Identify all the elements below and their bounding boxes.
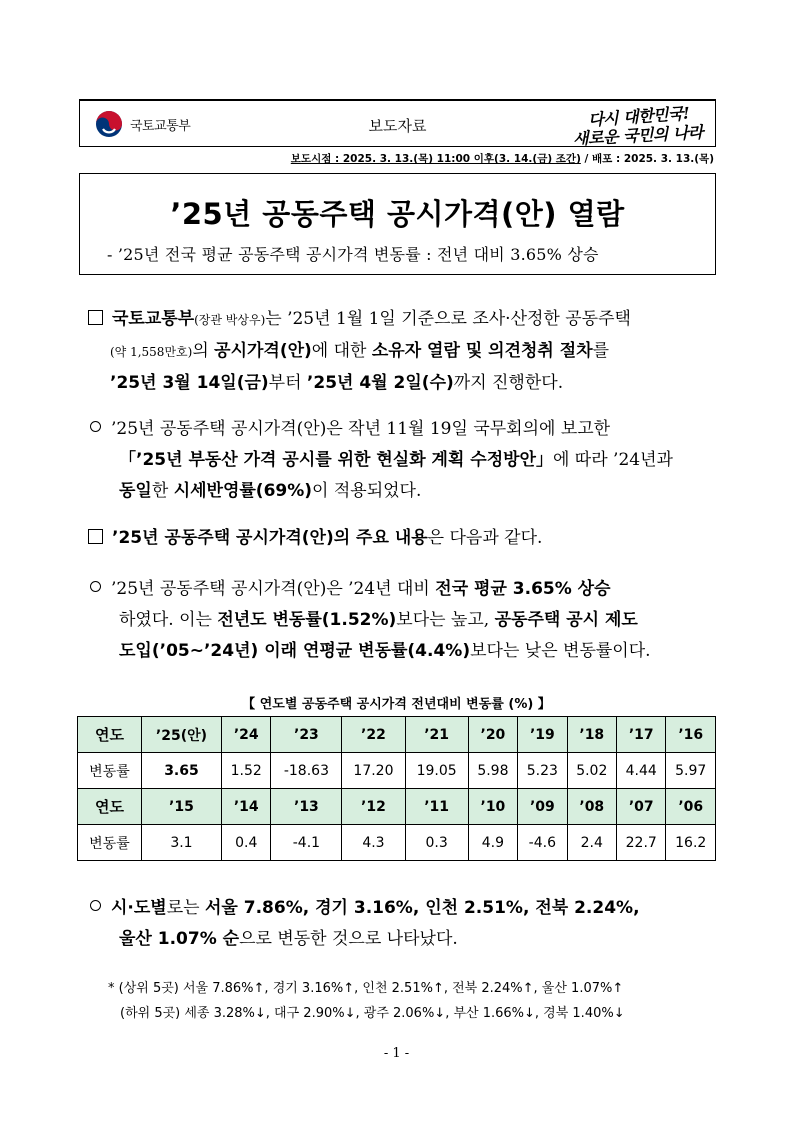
rate-cell: 3.65 (141, 753, 221, 789)
year-cell: ’22 (342, 717, 405, 753)
emphasis: 시·도별 (111, 898, 167, 918)
year-cell: ’07 (617, 789, 666, 825)
year-cell: ’16 (666, 717, 716, 753)
rate-cell: 4.44 (617, 753, 666, 789)
rate-cell: 16.2 (666, 825, 716, 861)
text: 으로 변동한 것으로 나타났다. (239, 929, 458, 949)
year-cell: ’13 (271, 789, 342, 825)
year-cell: ’15 (141, 789, 221, 825)
rate-cell: 0.3 (405, 825, 468, 861)
table-row (78, 753, 716, 789)
text: 이 적용되었다. (312, 481, 422, 501)
households-note: (약 1,558만호) (110, 345, 193, 359)
minister-note: (장관 박상우) (194, 313, 266, 327)
circle-bullet-icon (90, 900, 101, 911)
regional-notes (108, 976, 625, 1026)
table-row (78, 825, 716, 861)
year-cell: ’10 (468, 789, 517, 825)
rate-cell: 0.4 (222, 825, 271, 861)
end-date: ’25년 4월 2일(수) (306, 373, 454, 393)
year-cell: ’08 (567, 789, 616, 825)
text: 은 다음과 같다. (427, 528, 543, 548)
rate-cell: 17.20 (342, 753, 405, 789)
emphasis: 울산 1.07% 순 (119, 929, 240, 949)
year-cell: ’12 (342, 789, 405, 825)
emphasis: 전년도 변동률(1.52%) (217, 610, 397, 630)
rate-cell: -18.63 (271, 753, 342, 789)
circle-bullet-icon (90, 581, 101, 592)
rate-cell: 1.52 (222, 753, 271, 789)
year-cell: ’11 (405, 789, 468, 825)
text: 보다는 낮은 변동률이다. (470, 641, 651, 661)
press-release-header (79, 99, 716, 147)
rate-cell: -4.6 (518, 825, 567, 861)
emphasis: 소유자 열람 및 의견청취 절차 (371, 341, 593, 361)
text: 한 (151, 481, 174, 501)
year-cell: ’23 (271, 717, 342, 753)
text: 까지 진행한다. (453, 373, 564, 393)
emphasis: 「’25년 부동산 가격 공시를 위한 현실화 계획 수정방안」 (119, 450, 553, 470)
text: 보다는 높고, (396, 610, 495, 630)
start-date: ’25년 3월 14일(금) (110, 373, 269, 393)
circle-bullet-icon (90, 421, 101, 432)
text: 로는 (166, 898, 205, 918)
table-row (78, 789, 716, 825)
table-row (78, 717, 716, 753)
year-cell: ’21 (405, 717, 468, 753)
table-title: 【 연도별 공동주택 공시가격 전년대비 변동률 (%) 】 (242, 697, 551, 712)
rate-cell: 5.02 (567, 753, 616, 789)
ministry-ref: 국토교통부 (112, 309, 195, 329)
text: 하였다. 이는 (119, 610, 218, 630)
paragraph-main-contents (88, 523, 728, 554)
annual-rate-table (77, 716, 716, 861)
document-title: ’25년 공동주택 공시가격(안) 열람 (170, 197, 625, 231)
title-box (79, 173, 716, 275)
government-slogan (563, 103, 704, 149)
year-cell: ’24 (222, 717, 271, 753)
paragraph-overview (88, 304, 728, 399)
rate-cell: 22.7 (617, 825, 666, 861)
text: ’25년 공동주택 공시가격(안)은 작년 11월 19일 국무회의에 보고한 (111, 419, 611, 439)
release-separator: / (580, 153, 593, 165)
release-info (291, 151, 714, 166)
rate-cell: 3.1 (141, 825, 221, 861)
slogan-line-2: 새로운 국민의 나라 (572, 122, 704, 149)
rate-cell: 5.98 (468, 753, 517, 789)
emphasis: 공시가격(안) (214, 341, 312, 361)
text: 에 대한 (311, 341, 372, 361)
paragraph-regional (90, 893, 730, 955)
text: ’25년 공동주택 공시가격(안)은 ’24년 대비 (111, 579, 436, 599)
emphasis: 전국 평균 3.65% 상승 (435, 579, 611, 599)
text: 를 (592, 341, 610, 361)
release-time: 보도시점 : 2025. 3. 13.(목) 11:00 이후(3. 14.(금) 조간) (290, 153, 581, 165)
year-cell: ’09 (518, 789, 567, 825)
text: 에 따라 ’24년과 (552, 450, 673, 470)
paragraph-reflection-rate (90, 414, 730, 507)
text: 의 (192, 341, 215, 361)
press-release-label: 보도자료 (368, 117, 427, 135)
rate-cell: 5.97 (666, 753, 716, 789)
row-label-year: 연도 (78, 717, 142, 753)
ministry-name: 국토교통부 (130, 118, 191, 134)
distribution-date: 배포 : 2025. 3. 13.(목) (592, 153, 714, 165)
row-label-year: 연도 (78, 789, 142, 825)
rate-cell: 4.9 (468, 825, 517, 861)
year-cell: ’06 (666, 789, 716, 825)
emphasis: 시세반영률(69%) (173, 481, 313, 501)
year-cell: ’17 (617, 717, 666, 753)
row-label-rate: 변동률 (78, 825, 142, 861)
emphasis: 동일 (119, 481, 152, 501)
emphasis: 서울 7.86%, 경기 3.16%, 인천 2.51%, 전북 2.24%, (204, 898, 640, 918)
year-cell: ’19 (518, 717, 567, 753)
rate-cell: 4.3 (342, 825, 405, 861)
square-bullet-icon (88, 310, 103, 325)
note-top5: * (상위 5곳) 서울 7.86%↑, 경기 3.16%↑, 인천 2.51%↑, 전북 2.24%↑, 울산 1.07%↑ (108, 981, 624, 996)
square-bullet-icon (88, 529, 103, 544)
emphasis: 도입(’05~’24년) 이래 연평균 변동률(4.4%) (119, 641, 471, 661)
document-subtitle: - ’25년 전국 평균 공동주택 공시가격 변동률 : 전년 대비 3.65% 상승 (107, 245, 599, 264)
year-cell: ’14 (222, 789, 271, 825)
rate-cell: -4.1 (271, 825, 342, 861)
year-cell: ’25(안) (141, 717, 221, 753)
row-label-rate: 변동률 (78, 753, 142, 789)
slogan-line-1: 다시 대한민국! (587, 103, 690, 130)
emphasis: ’25년 공동주택 공시가격(안)의 주요 내용 (112, 528, 428, 548)
rate-cell: 2.4 (567, 825, 616, 861)
year-cell: ’18 (567, 717, 616, 753)
paragraph-national-average (90, 574, 730, 667)
text: 부터 (268, 373, 307, 393)
year-cell: ’20 (468, 717, 517, 753)
text: 는 ’25년 1월 1일 기준으로 조사·산정한 공동주택 (265, 309, 631, 329)
emphasis: 공동주택 공시 제도 (494, 610, 638, 630)
rate-cell: 19.05 (405, 753, 468, 789)
note-bottom5: (하위 5곳) 세종 3.28%↓, 대구 2.90%↓, 광주 2.06%↓, 부산 1.66%↓, 경북 1.40%↓ (120, 1006, 625, 1021)
rate-cell: 5.23 (518, 753, 567, 789)
page-number: - 1 - (383, 1046, 410, 1061)
